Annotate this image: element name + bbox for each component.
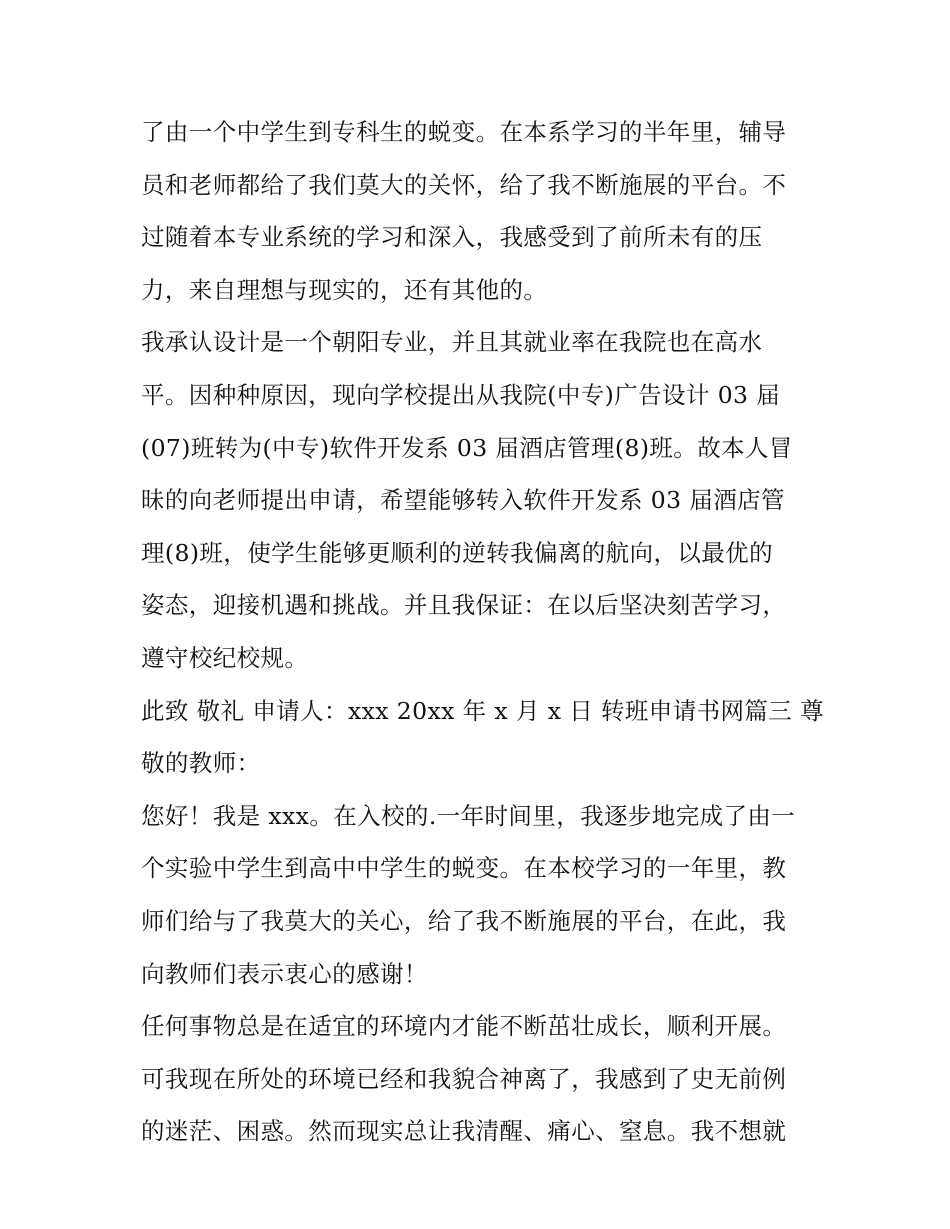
text-line: 了由一个中学生到专科生的蜕变。在本系学习的半年里，辅导	[141, 118, 787, 146]
text-line: 理(8)班，使学生能够更顺利的逆转我偏离的航向，以最优的	[141, 538, 773, 567]
text-line: (07)班转为(中专)软件开发系 03 届酒店管理(8)班。故本人冒	[141, 433, 793, 462]
text-line: 的迷茫、困惑。然而现实总让我清醒、痛心、窒息。我不想就	[141, 1117, 787, 1146]
text-line: 可我现在所处的环境已经和我貌合神离了，我感到了史无前例	[141, 1064, 787, 1093]
text-line: 姿态，迎接机遇和挑战。并且我保证：在以后坚决刻苦学习，	[141, 591, 787, 620]
text-line: 此致 敬礼 申请人：xxx 20xx 年 x 月 x 日 转班申请书网篇三 尊	[141, 696, 824, 725]
text-line: 向教师们表示衷心的感谢！	[141, 959, 428, 988]
text-line: 任何事物总是在适宜的环境内才能不断茁壮成长，顺利开展。	[141, 1012, 787, 1041]
text-line: 力，来自理想与现实的，还有其他的。	[141, 275, 548, 304]
text-line: 个实验中学生到高中中学生的蜕变。在本校学习的一年里，教	[141, 854, 787, 883]
text-line: 师们给与了我莫大的关心，给了我不断施展的平台，在此，我	[141, 906, 787, 935]
text-line: 昧的向老师提出申请，希望能够转入软件开发系 03 届酒店管	[141, 486, 785, 515]
text-line: 我承认设计是一个朝阳专业，并且其就业率在我院也在高水	[141, 328, 763, 357]
text-line: 遵守校纪校规。	[141, 643, 309, 672]
text-line: 过随着本专业系统的学习和深入，我感受到了前所未有的压	[141, 223, 763, 252]
document-body	[141, 106, 824, 1158]
text-line: 您好！我是 xxx。在入校的.一年时间里，我逐步地完成了由一	[141, 801, 796, 830]
text-line: 员和老师都给了我们莫大的关怀，给了我不断施展的平台。不	[141, 170, 787, 199]
text-line: 敬的教师：	[141, 749, 261, 778]
text-line: 平。因种种原因，现向学校提出从我院(中专)广告设计 03 届	[141, 380, 781, 409]
